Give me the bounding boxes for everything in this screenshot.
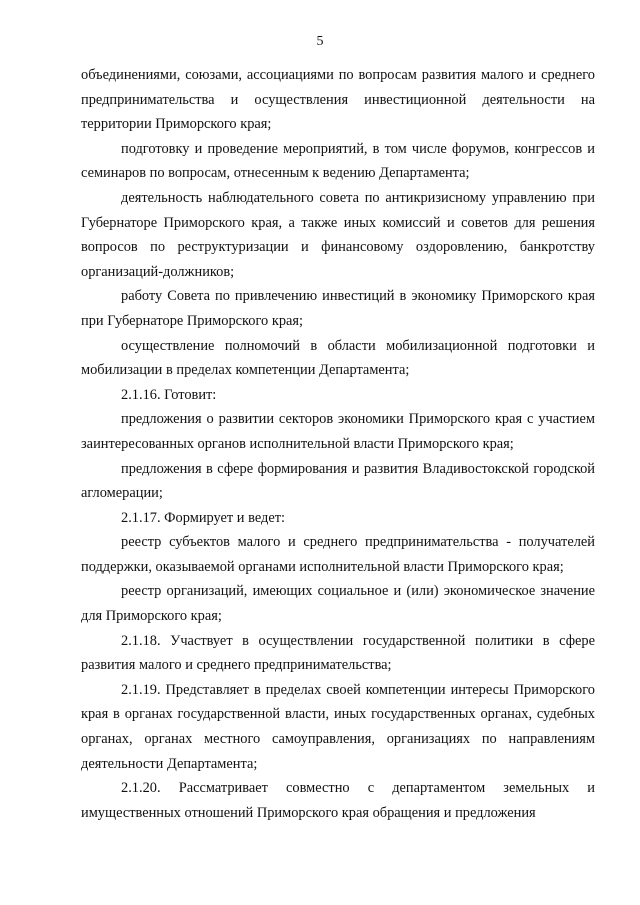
- section-heading: 2.1.16. Готовит:: [121, 386, 217, 403]
- paragraph: реестр субъектов малого и среднего предпринимательства - получателей поддержки, оказываемой органами исполнительной власти Приморского края;: [81, 534, 595, 575]
- document-body: [81, 63, 595, 825]
- paragraph: реестр организаций, имеющих социальное и (или) экономическое значение для Приморского края;: [81, 583, 595, 625]
- page-number: 5: [316, 34, 324, 49]
- paragraph: подготовку и проведение мероприятий, в том числе форумов, конгрессов и семинаров по вопросам, отнесенным к ведению Департамента;: [81, 140, 595, 182]
- paragraph: объединениями, союзами, ассоциациями по вопросам развития малого и среднего предпринимательства и осуществления инвестиционной деятельности на территории Приморского края;: [81, 67, 595, 133]
- paragraph: предложения о развитии секторов экономики Приморского края с участием заинтересованных органов исполнительной власти Приморского края;: [81, 411, 595, 452]
- paragraph: предложения в сфере формирования и развития Владивостокской городской агломерации;: [81, 460, 595, 502]
- paragraph: осуществление полномочий в области мобилизационной подготовки и мобилизации в пределах компетенции Департамента;: [81, 337, 595, 379]
- section-paragraph: 2.1.19. Представляет в пределах своей компетенции интересы Приморского края в органах государственной власти, иных государственных органах, судебных органах, органах местного самоуправления, организациях по направлениям деятельности Департамента;: [81, 681, 595, 772]
- section-paragraph: 2.1.18. Участвует в осуществлении государственной политики в сфере развития малого и среднего предпринимательства;: [81, 632, 595, 674]
- paragraph: работу Совета по привлечению инвестиций в экономику Приморского края при Губернаторе Приморского края;: [81, 288, 595, 329]
- section-paragraph: 2.1.20. Рассматривает совместно с департаментом земельных и имущественных отношений Приморского края обращения и предложения: [81, 780, 595, 821]
- paragraph: деятельность наблюдательного совета по антикризисному управлению при Губернаторе Приморского края, а также иных комиссий и советов для решения вопросов по реструктуризации и финансовому оздоровлению, банкротству организаций-должников;: [81, 189, 595, 280]
- section-heading: 2.1.17. Формирует и ведет:: [121, 509, 286, 526]
